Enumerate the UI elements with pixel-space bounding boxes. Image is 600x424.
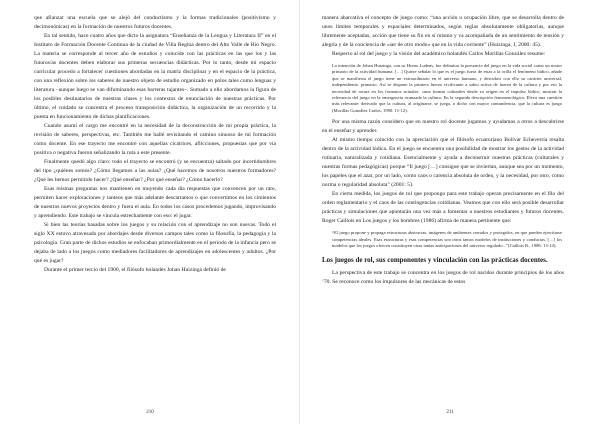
right-paragraph: La perspectiva de este trabajo se concentra en los juegos de rol nacidos durante principios de los años ’70. Se reconoce como los impulsores de las mecánicas de estos xyxy=(322,270,564,286)
page-number-left: 210 xyxy=(146,410,154,415)
right-paragraph: En cierta medida, los juegos de rol que propongo para este trabajo operan precisamente en el filo del orden reglamentario y el caos de las contingencias cotidianas. Veamos que con ello será posible desarrollar prácticas y simulaciones que apuntarán una vez más a fomentar a nuestros estudiantes y futuros docentes. Roger Caillois en Los juegos y los hombres (1986) afirma de manera pertinente que: xyxy=(322,191,564,225)
left-paragraph: Finalmente quedó algo claro: todo el trayecto se encontró (y se encuentra) saltado por incertidumbres del tipo ¿quiénes somos? ¿Cómo llegamos a las aulas? ¿Qué hacemos de nosotros nuestros formadores? ¿Qué les hemos permitido hacer? ¿Qué enseñar? ¿Por qué enseñar? ¿Cómo hacerlo? xyxy=(34,159,276,183)
left-paragraph: que afianzar una escuela que se alejó del conductismo y la formas tradicionales (positivismo y decimonónicas) en la formación de nuestros futuros docentes. xyxy=(34,15,276,30)
left-paragraph: Cuando asumí el cargo me encontré en la necesidad de la deconstrucción de mi propia práctica, la revisión de saberes, perspectivas, etc. También me hallé revisitando el camino sinuoso de mi formación como docente. En ese trayecto me encontré con aquellas cicatrices, aflicciones, propuestas que por vía positiva o negativa fueron señalizando la ruta a este presente. xyxy=(34,123,276,156)
right-page xyxy=(300,0,600,424)
block-quote-caillois: “El juego propone y propaga estructuras abstractas, imágenes de ambientes cerrados y protegidos, en que pueden ejercitarse competencias ideales. Esas estructuras y esas competencias son otros tantos modelos de instituciones y conductas. […] los modelos que los juegos ofrecen constituyen otras tantas anticipaciones del universo regulado...”(Caillois R., 1986: 13-14). xyxy=(332,230,562,249)
right-paragraph: Al mismo tiempo coincido con la apreciación que el filósofo ecuatoriano Bolívar Echeverría resalta dentro de la actividad lúdica. En el juego se encuentra una posibilidad de mostrar los gestos de la actividad rutinaria, naturalizada y cotidiana. Esencialmente y ayuda a deconstruir nuestras prácticas (culturales y nuestras formas pedagógicas) porque “Il juego […] consigue que se inviertan, aunque sea por un momento, los papeles que el azar, por un lado, como caos o carencia absoluta de orden, y la necesidad, por otro, como norma o regularidad absoluta” (2001: 5). xyxy=(322,137,564,189)
right-paragraph: Por una misma razón considero que en nuestro rol docente jugamos y ayudamos a otros a descubrirse en el enseñar y aprender. xyxy=(322,119,564,135)
section-heading: Los juegos de rol, sus componentes y vinculación con las prácticas docentes. xyxy=(322,256,548,265)
left-paragraph: Durante el primer tercio del 1900, el filósofo holandés Johan Huizinga definió de xyxy=(44,267,226,273)
block-quote-morillas: La intención de Johan Huizinga, con su Homo Ludens, fue delimitar la presencia del juego en la vida social como un motor primario de la actividad humana. […] Quiere señalar lo que es el juego fuera de estar a la orilla el fenómeno lúdico, añade que se manifiesta el juego tiene un extraordinario en el universo humano, y descubrir con ello su carácter universal, independiente, primario. Así se dispone la primera fuerza vivificante a sabio activa de fuerza de la cultura y por eso la necesidad de rotura en los formatos actuales: «una formas culturales desde su origen en el impulso lúdico, mostrar la relevancia del juego en la emergencia avanzada la cultura. En la segunda descripción fenomenológica. Eleva una cuestión más relevante: derivado que la cultura, al originarse, se juega, o dicho con mayor contundencia, que la cultura es juego (Morillas González Carlos, 1990: 11-12). xyxy=(332,63,562,113)
left-paragraph: En tal sentido, hace cuatro años que dicto la asignatura “Enseñanza de la Lengua y Literatura II” en el Instituto de Formación Docente Continua de la ciudad de Villa Regina dentro del Alto Valle de Río Negro. La materia se corresponde al tercer año de estudios y coincide con las prácticas en las que los y las futuros/as docentes deben elaborar sus primeras secuencias didácticas. Por lo tanto, desde mi espacio curricular procedo a fortalecer cuestiones abordadas en la matriz disciplinar y en el espacio de la práctica, con una reflexión sobre los saberes de nuestro objeto de estudio organizado en polos tales como lenguas y literatura –aunque luego se van difuminando esas barreras tajantes–. Sumado a ello abordamos la figura de los posibles destinatarios de nuestras clases y los contextos de enunciación de nuestras prácticas. Por último, el cuidado se concentra el proceso transposición didáctica, la organización de un recorrido y la puesta en funcionamiento de dichas planificaciones. xyxy=(34,33,276,120)
left-paragraph: Esas mismas preguntas nos mantienen en muyendo cada día respuestas que convencen por un rato, permiten hacer exploraciones y tanteos que más adelante descartamos o que convertimos en los cimientos de nuestros nuevos proyectos dentro y fuera el aula. En todos los casos procedemos jugando, improvisando y aprendiendo. Este trabajo se vincula estrechamente con eso: el jugar. xyxy=(34,186,276,219)
right-paragraph: Respecto al rol del juego y la visión del académico holandés Carlos Morillas González resume: xyxy=(332,51,546,57)
left-paragraph: Si bien las teorías basadas sobre los juegos y su relación con el aprendizaje no son nuevas. Todo el siglo XX estuvo atravesado por abordajes desde diversos campos tales como la filosofía, la pedagogía y la psicología. Gran parte de dichos estudios se enfocaban primordialmente en el período de la infancia pero se dejaba de lado a los juegos como mediadores facilitadores de aprendizajes en adolescentes y adultos. ¿Por qué es jugar? xyxy=(34,222,276,264)
right-paragraph: manera abarcativa el concepto de juego como: “una acción u ocupación libre, que se desarrolla dentro de unos límites temporales y espaciales determinados, según reglas absolutamente obligatorias, aunque libremente aceptadas, acción que tiene su fin en sí mismo y va acompañada de un sentimiento de tensión y alegría y de la conciencia de «ser de otro modo» que en la vida corriente” (Huizinga, J, 2000: 45). xyxy=(322,15,564,48)
page-number-right: 211 xyxy=(446,410,454,415)
